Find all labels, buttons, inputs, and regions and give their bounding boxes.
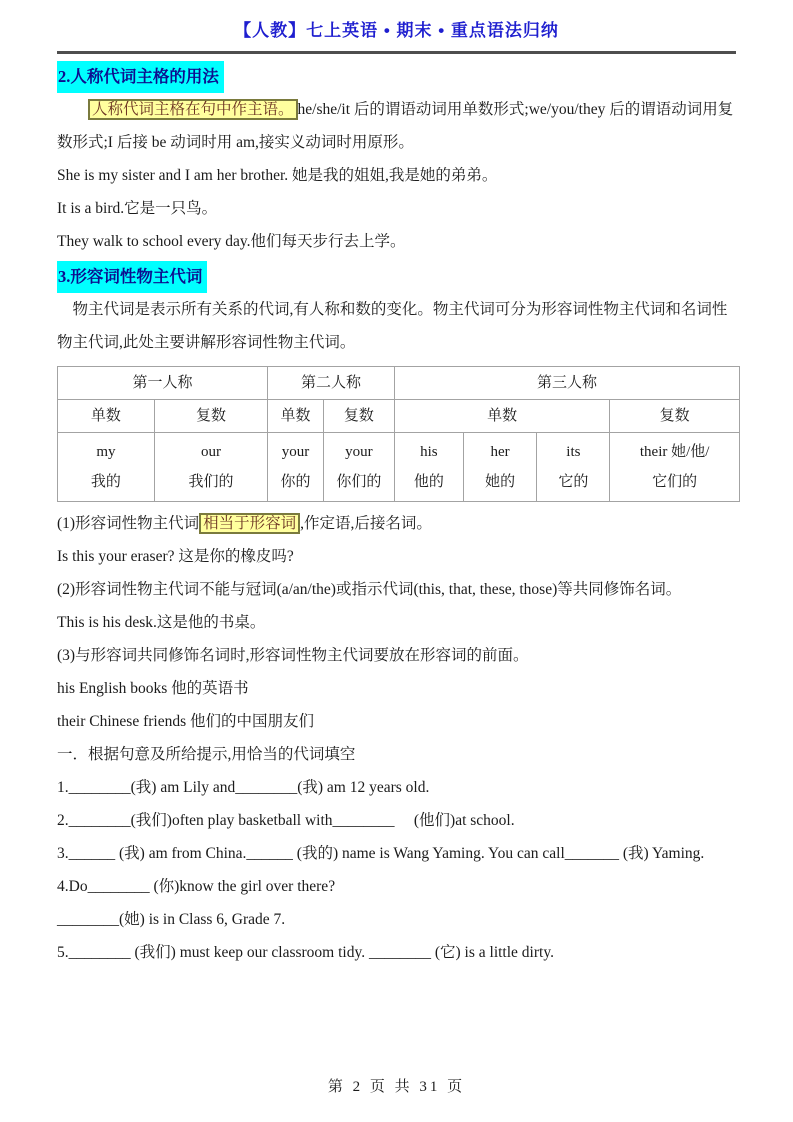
- table-cell: our 我们的: [154, 433, 267, 502]
- example-sentence: She is my sister and I am her brother. 她是我的姐姐,我是她的弟弟。: [57, 167, 498, 184]
- table-cell: their 她/他/ 它们的: [610, 433, 740, 502]
- section-2-heading-highlight: 2.人称代词主格的用法: [57, 61, 224, 93]
- page-content: [0, 54, 793, 969]
- example-sentence: their Chinese friends 他们的中国朋友们: [57, 713, 315, 730]
- exercise-item: ________(她) is in Class 6, Grade 7.: [57, 911, 286, 928]
- table-subheader: 单数: [394, 400, 609, 433]
- table-header-first-person: 第一人称: [58, 367, 268, 400]
- table-subheader: 复数: [154, 400, 267, 433]
- example-sentence: his English books 他的英语书: [57, 680, 249, 697]
- table-subheader: 单数: [58, 400, 155, 433]
- section-3-heading-highlight: 3.形容词性物主代词: [57, 261, 207, 293]
- table-subheader: 复数: [610, 400, 740, 433]
- example-sentence: This is his desk.这是他的书桌。: [57, 614, 266, 631]
- grammar-point-1: (1)形容词性物主代词 相当于形容词 ,作定语,后接名词。: [57, 515, 432, 532]
- exercise-item: 1.________(我) am Lily and________(我) am 12 years old.: [57, 779, 430, 796]
- table-cell: his 他的: [394, 433, 463, 502]
- example-sentence: It is a bird.它是一只鸟。: [57, 200, 218, 217]
- table-cell: my 我的: [58, 433, 155, 502]
- example-sentence: They walk to school every day.他们每天步行去上学。: [57, 233, 406, 250]
- table-row: [58, 433, 740, 502]
- exercise-item: 3.______ (我) am from China.______ (我的) name is Wang Yaming. You can call_______ (我) Yaming.: [57, 845, 705, 862]
- section-3-intro: 物主代词是表示所有关系的代词,有人称和数的变化。物主代词可分为形容词性物主代词和名词性物主代词,此处主要讲解形容词性物主代词。: [57, 301, 728, 351]
- table-subheader: 复数: [323, 400, 394, 433]
- table-cell: its 它的: [537, 433, 610, 502]
- exercise-item: 5.________ (我们) must keep our classroom tidy. ________ (它) is a little dirty.: [57, 944, 554, 961]
- doc-title: 【人教】七上英语 • 期末 • 重点语法归纳: [234, 21, 559, 40]
- table-row: [58, 367, 740, 400]
- table-cell: your 你的: [268, 433, 324, 502]
- grammar-point-3: (3)与形容词共同修饰名词时,形容词性物主代词要放在形容词的前面。: [57, 647, 529, 664]
- table-header-third-person: 第三人称: [394, 367, 739, 400]
- exercise-item: 2.________(我们)often play basketball with________ (他们)at school.: [57, 812, 515, 829]
- yellow-highlight-box: 人称代词主格在句中作主语。: [88, 99, 298, 120]
- possessive-pronoun-table: [57, 366, 740, 502]
- exercise-item: 4.Do________ (你)know the girl over there?: [57, 878, 336, 895]
- grammar-point-2: (2)形容词性物主代词不能与冠词(a/an/the)或指示代词(this, that, these, those)等共同修饰名词。: [57, 581, 682, 598]
- section-2-heading: [57, 61, 740, 93]
- yellow-highlight-box: 相当于形容词: [199, 513, 300, 534]
- example-sentence: Is this your eraser? 这是你的橡皮吗?: [57, 548, 294, 565]
- section-3-heading: [57, 261, 740, 293]
- table-row: [58, 400, 740, 433]
- exercise-heading: 一．根据句意及所给提示,用恰当的代词填空: [57, 746, 356, 763]
- section-2-paragraph-rest: he/she/it 后的谓语动词用单数形式;we/you/they 后的谓语动词用复数形式;I 后接 be 动词时用 am,接实义动词时用原形。: [57, 101, 734, 151]
- table-cell: your 你们的: [323, 433, 394, 502]
- page-number: 第 2 页 共 31 页: [327, 1079, 466, 1095]
- table-cell: her 她的: [463, 433, 537, 502]
- table-header-second-person: 第二人称: [268, 367, 395, 400]
- table-subheader: 单数: [268, 400, 324, 433]
- section-2-paragraph: [57, 93, 740, 159]
